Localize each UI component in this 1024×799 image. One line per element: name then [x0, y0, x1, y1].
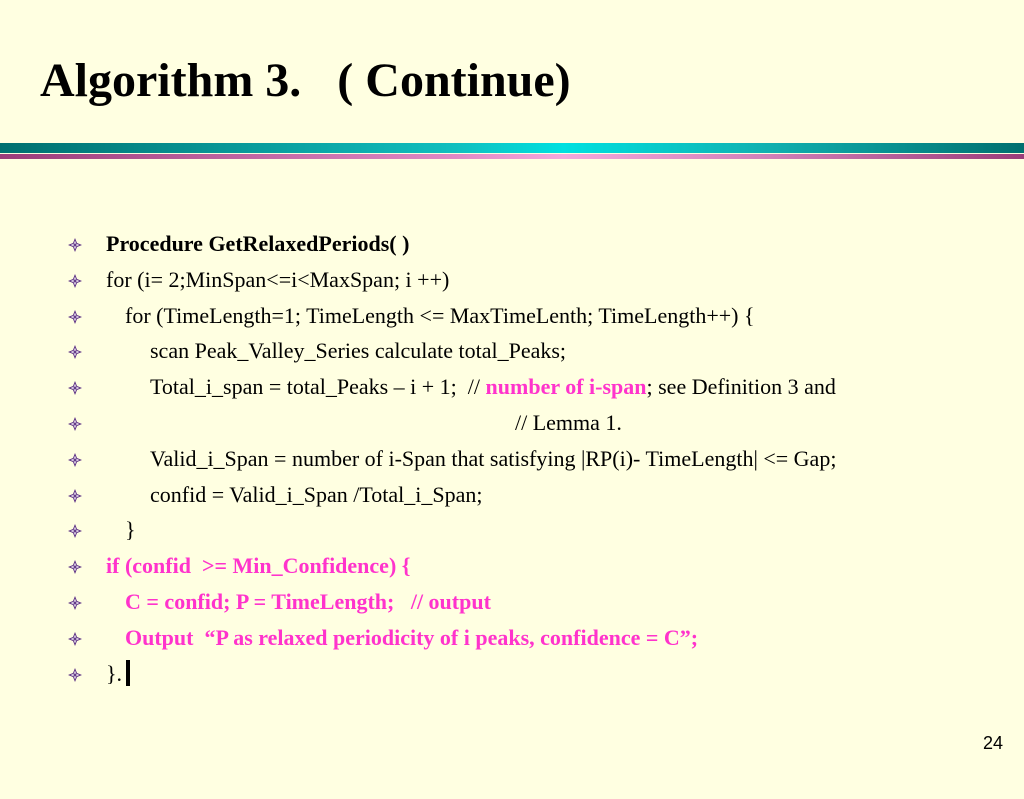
assign-output-line: C = confid; P = TimeLength; // output: [125, 588, 491, 614]
output-line: Output “P as relaxed periodicity of i peaks, confidence = C”;: [125, 624, 699, 650]
total-span-code: Total_i_span = total_Peaks – i + 1; //: [150, 374, 486, 400]
list-item: [0, 405, 1024, 441]
diamond-bullet-icon: [68, 381, 82, 395]
diamond-bullet-icon: [68, 489, 82, 503]
if-confid-line: if (confid >= Min_Confidence) {: [106, 553, 411, 579]
confid-line: confid = Valid_i_Span /Total_i_Span;: [150, 481, 483, 507]
slide-title: Algorithm 3. ( Continue): [40, 54, 571, 107]
total-span-highlight: number of i-span: [485, 374, 647, 400]
list-item: [0, 656, 1024, 692]
text-cursor: [126, 660, 130, 686]
teal-divider: [0, 143, 1024, 153]
list-item: [0, 441, 1024, 477]
diamond-bullet-icon: [68, 417, 82, 431]
diamond-bullet-icon: [68, 238, 82, 252]
list-item: [0, 369, 1024, 405]
procedure-line: Procedure GetRelaxedPeriods( ): [106, 231, 410, 256]
end-brace: }.: [106, 660, 123, 686]
bullet-list: [0, 226, 1024, 691]
list-item: [0, 298, 1024, 334]
scan-line: scan Peak_Valley_Series calculate total_Peaks;: [150, 338, 567, 364]
diamond-bullet-icon: [68, 453, 82, 467]
valid-span-line: Valid_i_Span = number of i-Span that satisfying |RP(i)- TimeLength| <= Gap;: [150, 445, 837, 471]
diamond-bullet-icon: [68, 345, 82, 359]
inner-for-line: for (TimeLength=1; TimeLength <= MaxTimeLenth; TimeLength++) {: [125, 302, 755, 328]
outer-for-line: for (i= 2;MinSpan<=i<MaxSpan; i ++): [106, 266, 450, 292]
diamond-bullet-icon: [68, 560, 82, 574]
list-item: [0, 548, 1024, 584]
diamond-bullet-icon: [68, 632, 82, 646]
list-item: [0, 584, 1024, 620]
list-item: [0, 477, 1024, 513]
page-number: 24: [982, 733, 1003, 753]
diamond-bullet-icon: [68, 524, 82, 538]
total-span-comment: ; see Definition 3 and: [646, 374, 836, 400]
close-brace-line: }: [125, 517, 136, 543]
diamond-bullet-icon: [68, 274, 82, 288]
list-item: [0, 620, 1024, 656]
list-item: [0, 333, 1024, 369]
end-line: [106, 656, 130, 692]
list-item: [0, 226, 1024, 262]
list-item: [0, 512, 1024, 548]
diamond-bullet-icon: [68, 596, 82, 610]
pink-divider: [0, 154, 1024, 159]
total-span-line: [150, 369, 836, 405]
list-item: [0, 262, 1024, 298]
diamond-bullet-icon: [68, 668, 82, 682]
lemma-comment-line: // Lemma 1.: [515, 409, 622, 435]
diamond-bullet-icon: [68, 310, 82, 324]
